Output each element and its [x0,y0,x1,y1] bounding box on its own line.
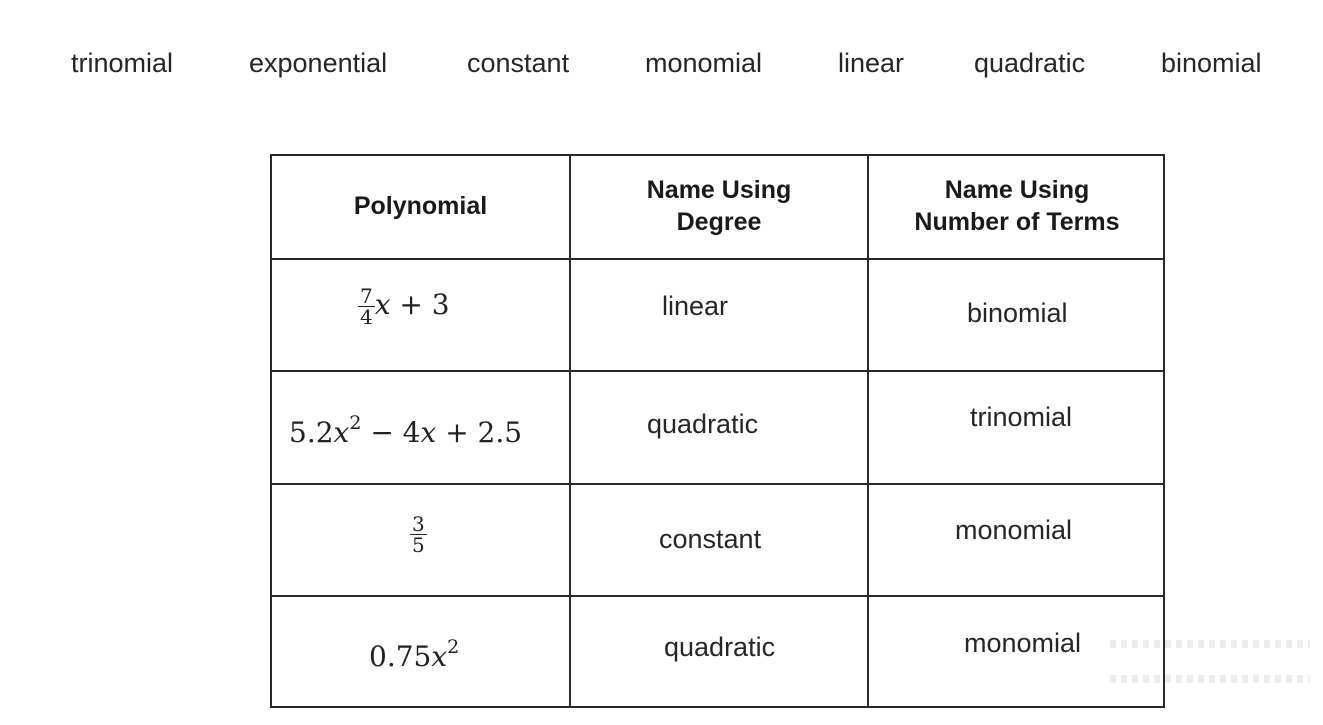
column-divider [867,156,869,706]
word-tile-binomial[interactable]: binomial [1161,48,1262,78]
row-divider [272,595,1163,597]
degree-answer[interactable]: linear [662,291,729,321]
column-divider [569,156,571,706]
word-tile-exponential[interactable]: exponential [249,48,388,78]
degree-answer[interactable]: constant [659,524,762,554]
word-tile-quadratic[interactable]: quadratic [974,48,1086,78]
fraction: $\frac{7}{4}$ [360,284,373,329]
header-terms-line1: Name Using [944,176,1090,204]
polynomial-table [270,154,1165,708]
terms-answer[interactable]: trinomial [970,402,1073,432]
header-name-using-degree [571,174,867,238]
row-divider [272,370,1163,372]
word-tile-monomial[interactable]: monomial [645,48,763,78]
word-tile-trinomial[interactable]: trinomial [71,48,174,78]
fraction: $\frac{3}{5}$ [412,512,425,557]
watermark [1110,640,1310,648]
word-tile-linear[interactable]: linear [838,48,905,78]
polynomial-expression: $\frac{7}{4}$ x + 3 [360,284,450,329]
header-name-using-terms [869,174,1165,238]
terms-answer[interactable]: monomial [955,515,1073,545]
polynomial-expression: $5.2x^2 - 4x + 2.5$ [289,412,523,449]
header-terms-line2: Number of Terms [914,208,1120,236]
header-degree-line1: Name Using [646,176,792,204]
terms-answer[interactable]: binomial [967,298,1068,328]
row-divider [272,258,1163,260]
watermark [1110,675,1310,683]
polynomial-expression [410,514,427,555]
terms-answer[interactable]: monomial [964,628,1082,658]
row-divider [272,483,1163,485]
polynomial-expression: $0.75x^2$ [369,636,460,673]
word-tile-constant[interactable]: constant [467,48,570,78]
degree-answer[interactable]: quadratic [664,632,776,662]
header-polynomial: Polynomial [353,192,488,220]
header-degree-line2: Degree [676,208,762,236]
degree-answer[interactable]: quadratic [647,409,759,439]
